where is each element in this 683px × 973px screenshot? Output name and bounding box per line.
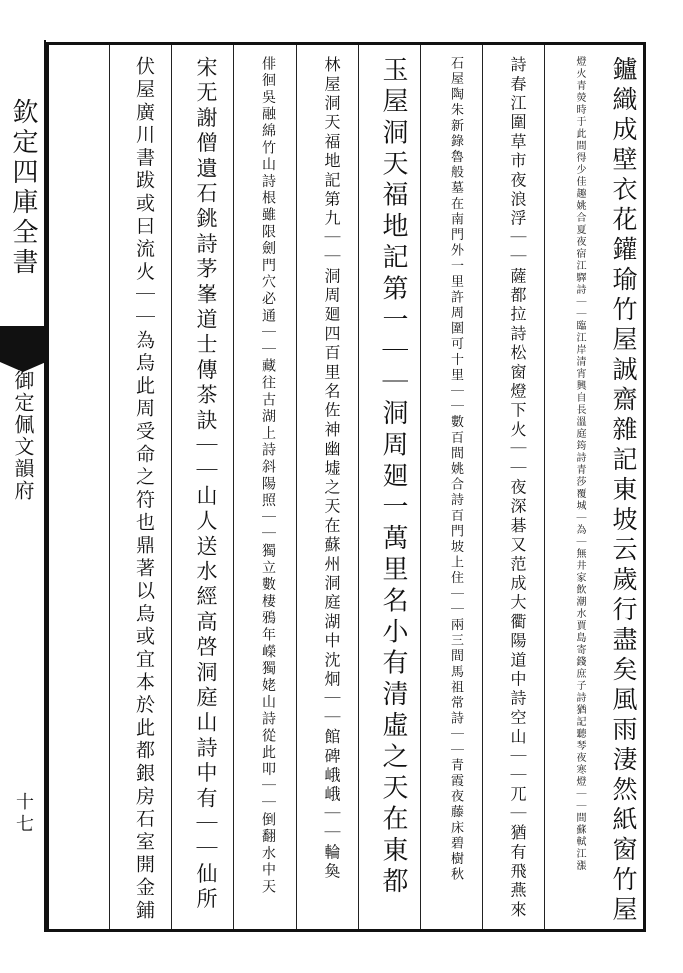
column-rule xyxy=(296,45,297,929)
column-rule xyxy=(420,45,421,929)
text-column-3: 詩春江圍草市夜浪浮｜｜薩都拉詩松窗燈下火｜｜夜深碁又范成大衢陽道中詩空山｜｜兀｜猶有飛燕來 xyxy=(508,56,527,920)
margin-strip xyxy=(0,40,46,932)
text-column-9: 伏屋廣川書跋或曰流火｜｜為烏此周受命之符也鼎著以烏或宜本於此都銀房石室開金鋪 xyxy=(133,56,155,923)
column-rule xyxy=(171,45,172,929)
margin-title: 欽定四庫全書 xyxy=(8,98,38,278)
text-column-2: 燈火青熒時于此間得少佳趣姚合夏夜宿江驛詩｜｜臨江岸清宵興自長溫庭筠詩青莎覆城｜為｜無井家飲潮水賈島寄錢庶子詩猶記聽琴夜寒燈｜｜間蘇軾江漲 xyxy=(574,56,585,872)
column-rule xyxy=(233,45,234,929)
column-rule xyxy=(358,45,359,929)
text-column-6: 林屋洞天福地記第九｜｜洞周廻四百里名佐神幽墟之天在蘇州洞庭湖中沈炯｜｜館碑峨峨｜｜輪奐 xyxy=(322,56,341,882)
fishtail-mark xyxy=(0,326,46,362)
margin-page-number: 十七 xyxy=(13,792,34,836)
margin-book-title: 御定佩文韻府 xyxy=(11,370,35,502)
text-column-5: 玉屋洞天福地記第一｜｜洞周廻一萬里名小有清虛之天在東都 xyxy=(378,56,408,899)
column-rule xyxy=(109,45,110,929)
column-rule xyxy=(544,45,545,929)
text-column-4: 石屋陶朱新錄魯般墓在南門外一里許周圍可十里｜｜數百間姚合詩百門坡上住｜｜兩三間馬祖常詩｜｜青霞夜藤床碧樹秋 xyxy=(448,56,463,883)
column-rule xyxy=(482,45,483,929)
text-column-8: 宋无謝僧遺石銚詩茅峯道士傳茶訣｜｜山人送水經高啓洞庭山詩中有｜｜仙所 xyxy=(194,56,218,913)
text-column-7: 俳徊吳融綿竹山詩根雖限劍門穴必通｜｜藏往古湖上詩斜陽照｜｜獨立數棲鴉年嶸獨姥山詩從此叩｜｜倒翻水中天 xyxy=(260,56,276,896)
text-column-1: 鑪織成壁衣花鑵瑜竹屋誠齋雜記東坡云歲行盡矣風雨淒然紙窗竹屋 xyxy=(609,56,638,926)
